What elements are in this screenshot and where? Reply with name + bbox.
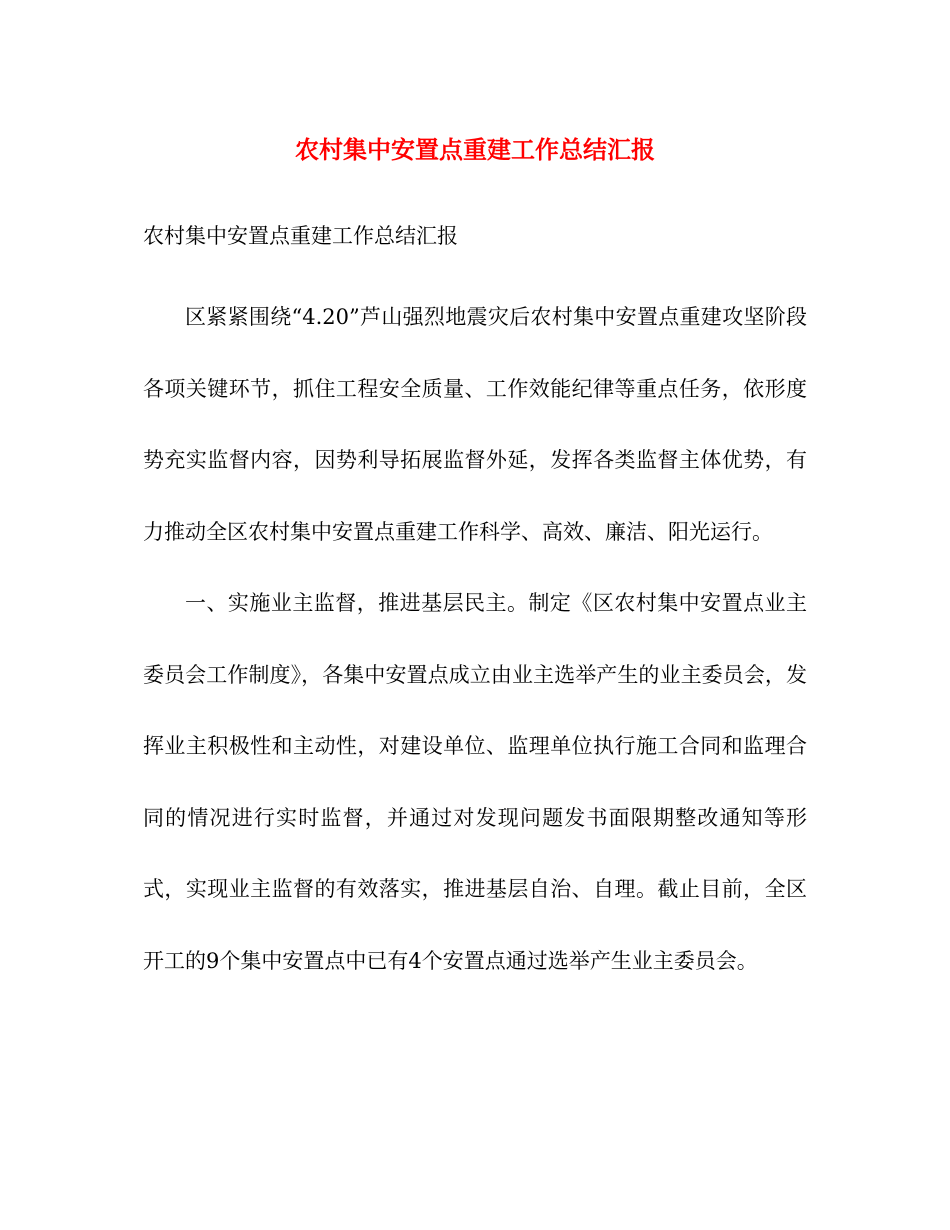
- document-body: [143, 282, 807, 997]
- paragraph-intro: 区紧紧围绕“4.20”芦山强烈地震灾后农村集中安置点重建攻坚阶段各项关键环节，抓住工程安全质量、工作效能纪律等重点任务，依形度势充实监督内容，因势利导拓展监督外延，发挥各类监督主体优势，有力推动全区农村集中安置点重建工作科学、高效、廉洁、阳光运行。: [143, 305, 807, 544]
- paragraph-section-one: 一、实施业主监督，推进基层民主。制定《区农村集中安置点业主委员会工作制度》，各集中安置点成立由业主选举产生的业主委员会，发挥业主积极性和主动性，对建设单位、监理单位执行施工合同和监理合同的情况进行实时监督，并通过对发现问题发书面限期整改通知等形式，实现业主监督的有效落实，推进基层自治、自理。截止目前，全区开工的9个集中安置点中已有4个安置点通过选举产生业主委员会。: [143, 591, 807, 973]
- document-subtitle: 农村集中安置点重建工作总结汇报: [143, 224, 458, 248]
- document-title: 农村集中安置点重建工作总结汇报: [295, 135, 655, 164]
